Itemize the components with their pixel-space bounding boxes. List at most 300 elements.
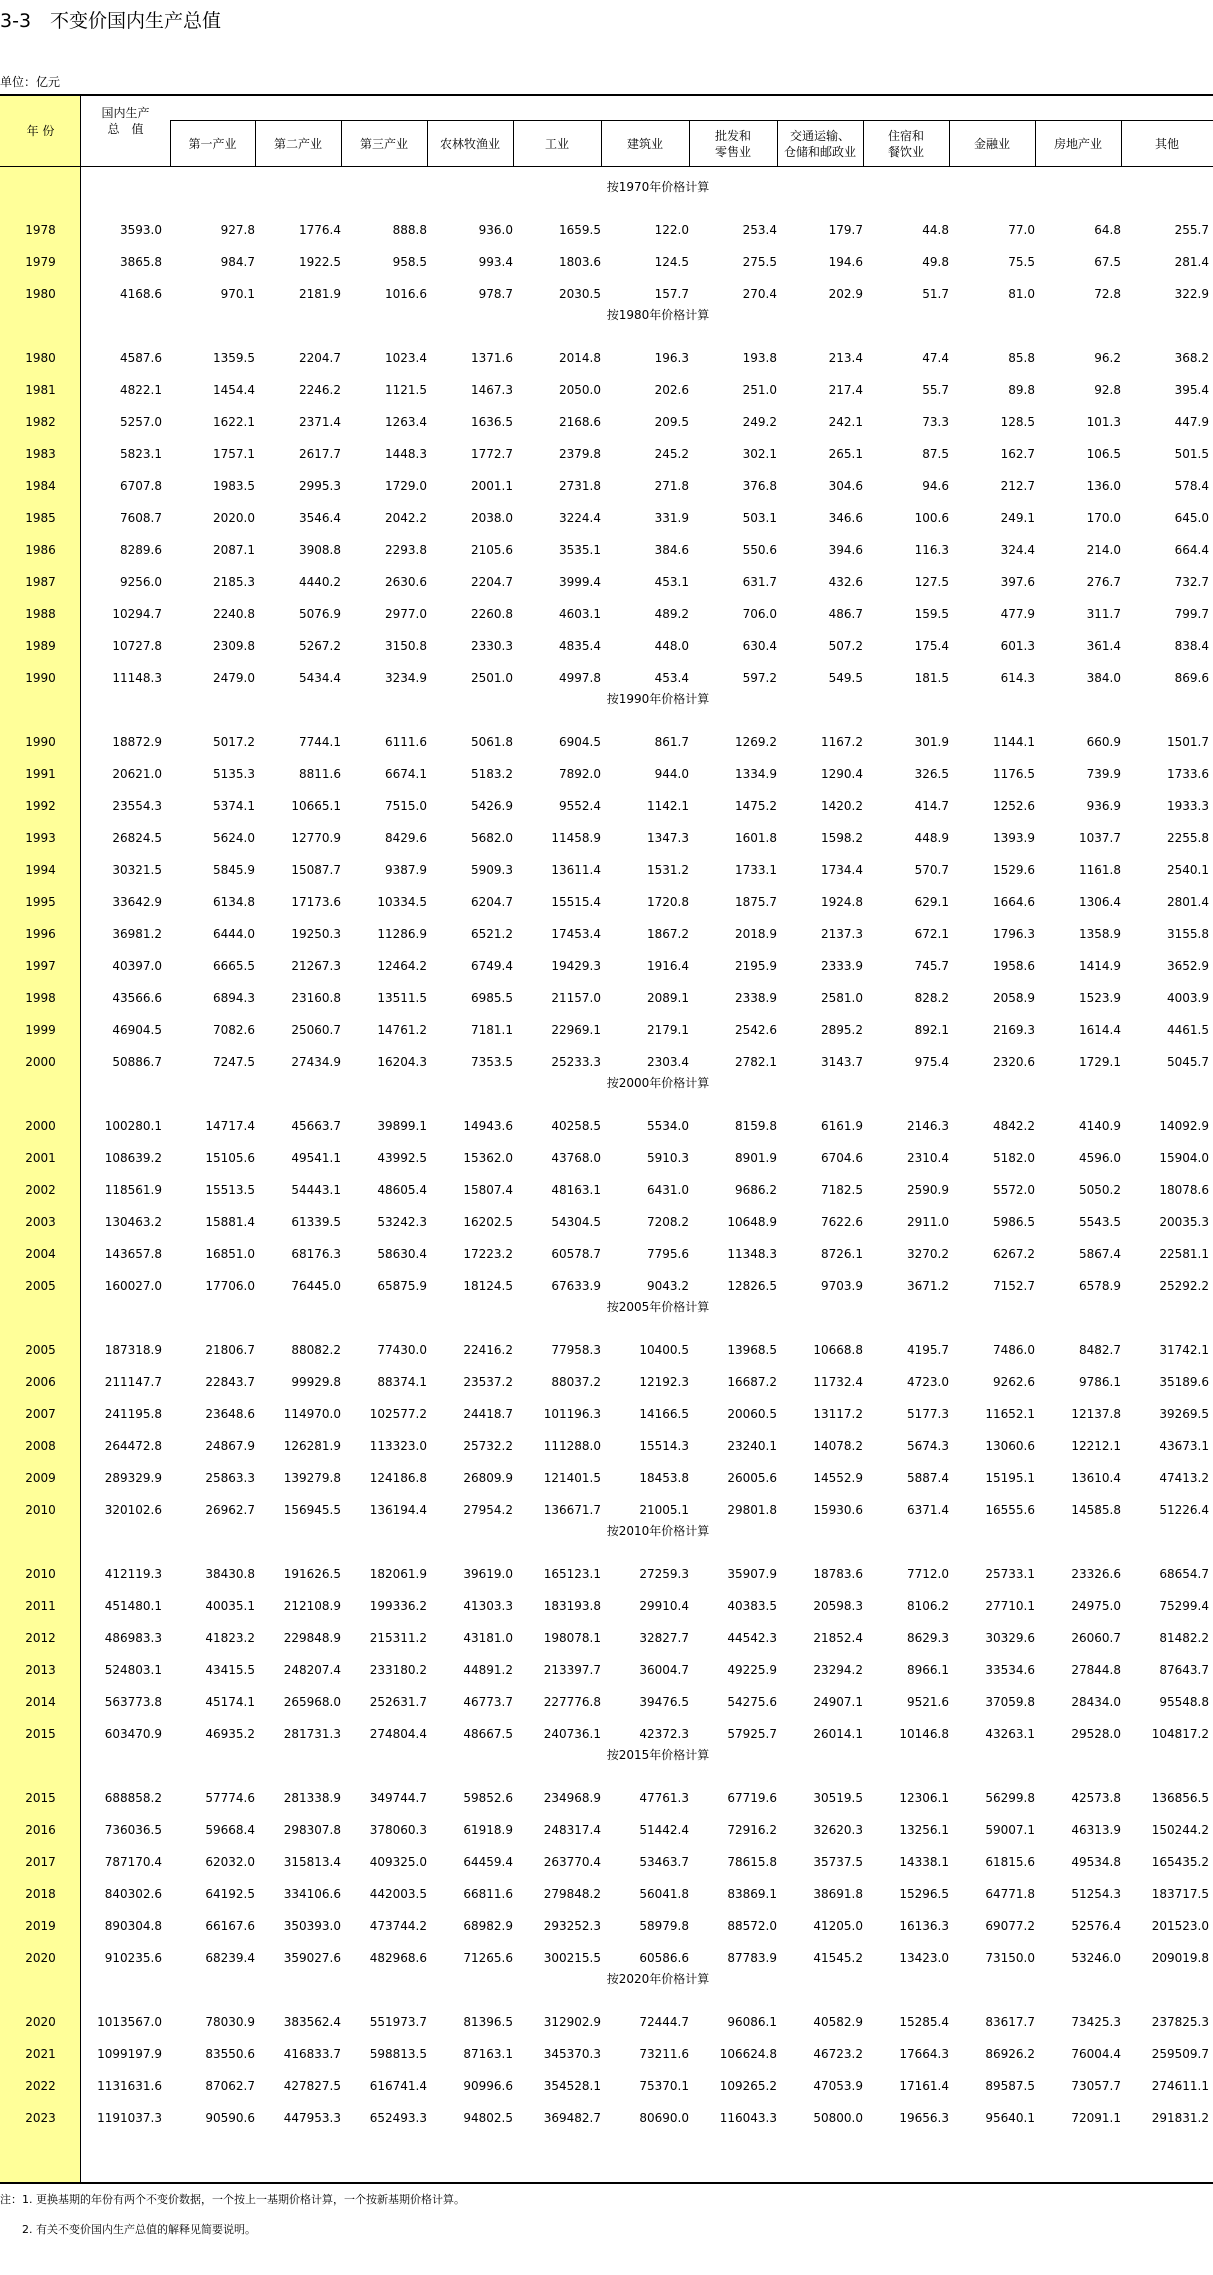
header-divider [863,121,864,166]
cell-value: 551973.7 [369,2015,427,2029]
cell-value: 227776.8 [543,1695,601,1709]
cell-value: 27434.9 [291,1055,341,1069]
cell-value: 43673.1 [1159,1439,1209,1453]
table-row [0,1686,1213,1718]
cell-value: 183717.5 [1151,1887,1209,1901]
cell-value: 601.3 [1000,639,1035,653]
row-year: 2003 [25,1215,56,1229]
cell-value: 10294.7 [112,607,162,621]
header-rule [170,120,1213,121]
cell-value: 486983.3 [104,1631,162,1645]
cell-value: 36004.7 [639,1663,689,1677]
cell-value: 33534.6 [985,1663,1035,1677]
cell-value: 215311.2 [369,1631,427,1645]
cell-value: 563773.8 [104,1695,162,1709]
cell-value: 7152.7 [993,1279,1035,1293]
cell-value: 25292.2 [1159,1279,1209,1293]
row-year: 1990 [25,735,56,749]
cell-value: 970.1 [220,287,255,301]
cell-value: 75370.1 [639,2079,689,2093]
cell-value: 104817.2 [1151,1727,1209,1741]
header-col-1: 第二产业 [273,136,322,151]
cell-value: 2169.3 [993,1023,1035,1037]
cell-value: 6371.4 [907,1503,949,1517]
cell-value: 6665.5 [213,959,255,973]
cell-value: 47761.3 [639,1791,689,1805]
cell-value: 50800.0 [813,2111,863,2125]
cell-value: 4822.1 [120,383,162,397]
cell-value: 65875.9 [377,1279,427,1293]
header-gdp: 国内生产 总 值 [101,106,150,136]
cell-value: 5624.0 [213,831,255,845]
header-col-6: 批发和 零售业 [714,128,751,159]
cell-value: 12192.3 [639,1375,689,1389]
header-divider [255,121,256,166]
cell-value: 359027.6 [283,1951,341,1965]
cell-value: 6749.4 [471,959,513,973]
row-year: 1980 [25,287,56,301]
cell-value: 213.4 [828,351,863,365]
cell-value: 39619.0 [463,1567,513,1581]
cell-value: 888.8 [392,223,427,237]
cell-value: 652493.3 [369,2111,427,2125]
table-row [0,950,1213,982]
cell-value: 993.4 [478,255,513,269]
cell-value: 25060.7 [291,1023,341,1037]
cell-value: 27844.8 [1071,1663,1121,1677]
cell-value: 73.3 [922,415,949,429]
cell-value: 936.0 [478,223,513,237]
cell-value: 108639.2 [104,1151,162,1165]
cell-value: 787170.4 [104,1855,162,1869]
cell-value: 320102.6 [104,1503,162,1517]
cell-value: 1013567.0 [97,2015,162,2029]
cell-value: 61339.5 [291,1215,341,1229]
cell-value: 26809.9 [463,1471,513,1485]
cell-value: 2379.8 [559,447,601,461]
cell-value: 10146.8 [899,1727,949,1741]
cell-value: 958.5 [392,255,427,269]
cell-value: 60578.7 [551,1247,601,1261]
cell-value: 6161.9 [821,1119,863,1133]
cell-value: 9262.6 [993,1375,1035,1389]
cell-value: 448.0 [654,639,689,653]
row-year: 1999 [25,1023,56,1037]
cell-value: 1614.4 [1079,1023,1121,1037]
row-year: 2013 [25,1663,56,1677]
cell-value: 136671.7 [543,1503,601,1517]
row-year: 2001 [25,1151,56,1165]
cell-value: 840302.6 [104,1887,162,1901]
cell-value: 265968.0 [283,1695,341,1709]
row-year: 2008 [25,1439,56,1453]
cell-value: 242.1 [828,415,863,429]
cell-value: 18872.9 [112,735,162,749]
cell-value: 263770.4 [543,1855,601,1869]
row-year: 2010 [25,1567,56,1581]
cell-value: 2137.3 [821,927,863,941]
cell-value: 2195.9 [735,959,777,973]
row-year: 2000 [25,1055,56,1069]
cell-value: 32827.7 [639,1631,689,1645]
cell-value: 20621.0 [112,767,162,781]
cell-value: 68239.4 [205,1951,255,1965]
cell-value: 5682.0 [471,831,513,845]
cell-value: 14585.8 [1071,1503,1121,1517]
cell-value: 26060.7 [1071,1631,1121,1645]
cell-value: 162.7 [1000,447,1035,461]
cell-value: 26005.6 [727,1471,777,1485]
cell-value: 191626.5 [283,1567,341,1581]
cell-value: 7744.1 [299,735,341,749]
table-row [0,1846,1213,1878]
cell-value: 39899.1 [377,1119,427,1133]
cell-value: 16687.2 [727,1375,777,1389]
cell-value: 448.9 [914,831,949,845]
cell-value: 99929.8 [291,1375,341,1389]
cell-value: 66167.6 [205,1919,255,1933]
cell-value: 1916.4 [647,959,689,973]
cell-value: 376.8 [742,479,777,493]
cell-value: 265.1 [828,447,863,461]
cell-value: 20598.3 [813,1599,863,1613]
row-year: 1993 [25,831,56,845]
cell-value: 72091.1 [1071,2111,1121,2125]
cell-value: 745.7 [914,959,949,973]
cell-value: 67719.6 [727,1791,777,1805]
cell-value: 14338.1 [899,1855,949,1869]
cell-value: 2181.9 [299,287,341,301]
cell-value: 43566.6 [112,991,162,1005]
table-row [0,822,1213,854]
cell-value: 43992.5 [377,1151,427,1165]
cell-value: 5909.3 [471,863,513,877]
cell-value: 8159.8 [735,1119,777,1133]
cell-value: 7486.0 [993,1343,1035,1357]
cell-value: 86926.2 [985,2047,1035,2061]
cell-value: 4195.7 [907,1343,949,1357]
cell-value: 2782.1 [735,1055,777,1069]
cell-value: 23240.1 [727,1439,777,1453]
cell-value: 212108.9 [283,1599,341,1613]
cell-value: 1664.6 [993,895,1035,909]
cell-value: 88082.2 [291,1343,341,1357]
cell-value: 76004.4 [1071,2047,1121,2061]
cell-value: 54443.1 [291,1183,341,1197]
header-divider [949,121,950,166]
cell-value: 5845.9 [213,863,255,877]
row-year: 1990 [25,671,56,685]
cell-value: 43768.0 [551,1151,601,1165]
cell-value: 1263.4 [385,415,427,429]
table-row [0,1782,1213,1814]
row-year: 1986 [25,543,56,557]
cell-value: 90996.6 [463,2079,513,2093]
cell-value: 270.4 [742,287,777,301]
cell-value: 66811.6 [463,1887,513,1901]
header-col-8: 住宿和 餐饮业 [887,128,924,159]
cell-value: 245.2 [654,447,689,461]
cell-value: 2018.9 [735,927,777,941]
cell-value: 2630.6 [385,575,427,589]
cell-value: 12826.5 [727,1279,777,1293]
header-col-5: 建筑业 [626,136,663,151]
cell-value: 2995.3 [299,479,341,493]
cell-value: 6578.9 [1079,1279,1121,1293]
cell-value: 298307.8 [283,1823,341,1837]
cell-value: 2338.9 [735,991,777,1005]
cell-value: 43263.1 [985,1727,1035,1741]
cell-value: 6707.8 [120,479,162,493]
cell-value: 672.1 [914,927,949,941]
cell-value: 2089.1 [647,991,689,1005]
cell-value: 412119.3 [104,1567,162,1581]
table-row [0,2038,1213,2070]
cell-value: 5267.2 [299,639,341,653]
cell-value: 48605.4 [377,1183,427,1197]
cell-value: 322.9 [1174,287,1209,301]
row-year: 1995 [25,895,56,909]
cell-value: 81.0 [1008,287,1035,301]
cell-value: 453.1 [654,575,689,589]
cell-value: 7622.6 [821,1215,863,1229]
cell-value: 6704.6 [821,1151,863,1165]
cell-value: 1023.4 [385,351,427,365]
cell-value: 1358.9 [1079,927,1121,941]
cell-value: 106624.8 [719,2047,777,2061]
cell-value: 49534.8 [1071,1855,1121,1869]
cell-value: 128.5 [1000,415,1035,429]
section-caption: 按1980年价格计算 [606,308,710,322]
cell-value: 838.4 [1174,639,1209,653]
cell-value: 27259.3 [639,1567,689,1581]
row-year: 2005 [25,1343,56,1357]
cell-value: 3908.8 [299,543,341,557]
table-row [0,1238,1213,1270]
cell-value: 17706.0 [205,1279,255,1293]
cell-value: 40582.9 [813,2015,863,2029]
cell-value: 106.5 [1086,447,1121,461]
cell-value: 706.0 [742,607,777,621]
cell-value: 24975.0 [1071,1599,1121,1613]
cell-value: 397.6 [1000,575,1035,589]
cell-value: 416833.7 [283,2047,341,2061]
table-row [0,1462,1213,1494]
row-year: 1992 [25,799,56,813]
cell-value: 118561.9 [104,1183,162,1197]
cell-value: 324.4 [1000,543,1035,557]
table-row [0,1142,1213,1174]
cell-value: 59852.6 [463,1791,513,1805]
cell-value: 2185.3 [213,575,255,589]
cell-value: 229848.9 [283,1631,341,1645]
cell-value: 936.9 [1086,799,1121,813]
cell-value: 15904.0 [1159,1151,1209,1165]
footnote-2: 2. 有关不变价国内生产总值的解释见简要说明。 [0,2223,256,2236]
cell-value: 25733.1 [985,1567,1035,1581]
cell-value: 7181.1 [471,1023,513,1037]
cell-value: 72444.7 [639,2015,689,2029]
cell-value: 77430.0 [377,1343,427,1357]
cell-value: 1875.7 [735,895,777,909]
cell-value: 2293.8 [385,543,427,557]
cell-value: 21157.0 [551,991,601,1005]
cell-value: 15285.4 [899,2015,949,2029]
footnotes [0,2185,465,2245]
cell-value: 10668.8 [813,1343,863,1357]
cell-value: 1414.9 [1079,959,1121,973]
table-row [0,502,1213,534]
cell-value: 1636.5 [471,415,513,429]
table-row [0,726,1213,758]
cell-value: 53246.0 [1071,1951,1121,1965]
cell-value: 12306.1 [899,1791,949,1805]
cell-value: 8811.6 [299,767,341,781]
cell-value: 51.7 [922,287,949,301]
cell-value: 17223.2 [463,1247,513,1261]
cell-value: 13423.0 [899,1951,949,1965]
cell-value: 2479.0 [213,671,255,685]
cell-value: 253.4 [742,223,777,237]
cell-value: 21806.7 [205,1343,255,1357]
cell-value: 90590.6 [205,2111,255,2125]
page-title: 3-3 不变价国内生产总值 [0,10,222,32]
cell-value: 24907.1 [813,1695,863,1709]
cell-value: 1252.6 [993,799,1035,813]
cell-value: 550.6 [742,543,777,557]
cell-value: 32620.3 [813,1823,863,1837]
cell-value: 2260.8 [471,607,513,621]
table-row [0,1622,1213,1654]
cell-value: 6904.5 [559,735,601,749]
cell-value: 7353.5 [471,1055,513,1069]
cell-value: 92.8 [1094,383,1121,397]
cell-value: 55.7 [922,383,949,397]
cell-value: 1772.7 [471,447,513,461]
cell-value: 136194.4 [369,1503,427,1517]
cell-value: 57925.7 [727,1727,777,1741]
cell-value: 240736.1 [543,1727,601,1741]
cell-value: 71265.6 [463,1951,513,1965]
cell-value: 432.6 [828,575,863,589]
row-year: 2015 [25,1727,56,1741]
cell-value: 46723.2 [813,2047,863,2061]
cell-value: 1016.6 [385,287,427,301]
cell-value: 1729.0 [385,479,427,493]
header-col-3: 农林牧渔业 [439,136,500,151]
cell-value: 1161.8 [1079,863,1121,877]
row-year: 2014 [25,1695,56,1709]
row-year: 2000 [25,1119,56,1133]
cell-value: 42372.3 [639,1727,689,1741]
cell-value: 233180.2 [369,1663,427,1677]
cell-value: 6134.8 [213,895,255,909]
cell-value: 100280.1 [104,1119,162,1133]
cell-value: 251.0 [742,383,777,397]
cell-value: 1176.5 [993,767,1035,781]
cell-value: 255.7 [1174,223,1209,237]
cell-value: 17161.4 [899,2079,949,2093]
cell-value: 2581.0 [821,991,863,1005]
cell-value: 281338.9 [283,1791,341,1805]
header-col-9: 金融业 [973,136,1010,151]
cell-value: 87062.7 [205,2079,255,2093]
cell-value: 1037.7 [1079,831,1121,845]
cell-value: 41205.0 [813,1919,863,1933]
cell-value: 1529.6 [993,863,1035,877]
cell-value: 1142.1 [647,799,689,813]
cell-value: 12137.8 [1071,1407,1121,1421]
header-divider [601,121,602,166]
cell-value: 15195.1 [985,1471,1035,1485]
cell-value: 193.8 [742,351,777,365]
cell-value: 2020.0 [213,511,255,525]
cell-value: 1720.8 [647,895,689,909]
header-divider [1121,121,1122,166]
table-row [0,630,1213,662]
cell-value: 60586.6 [639,1951,689,1965]
cell-value: 5061.8 [471,735,513,749]
cell-value: 8429.6 [385,831,427,845]
cell-value: 15930.6 [813,1503,863,1517]
footnote-1: 注：1. 更换基期的年份有两个不变价数据，一个按上一基期价格计算，一个按新基期价格计算。 [0,2193,465,2206]
cell-value: 6267.2 [993,1247,1035,1261]
cell-value: 2038.0 [471,511,513,525]
cell-value: 978.7 [478,287,513,301]
cell-value: 1523.9 [1079,991,1121,1005]
cell-value: 194.6 [828,255,863,269]
cell-value: 301.9 [914,735,949,749]
cell-value: 43181.0 [463,1631,513,1645]
cell-value: 109265.2 [719,2079,777,2093]
cell-value: 1448.3 [385,447,427,461]
cell-value: 616741.4 [369,2079,427,2093]
cell-value: 51226.4 [1159,1503,1209,1517]
cell-value: 3671.2 [907,1279,949,1293]
cell-value: 10665.1 [291,799,341,813]
cell-value: 7712.0 [907,1567,949,1581]
cell-value: 11732.4 [813,1375,863,1389]
header-divider [341,121,342,166]
table-row [0,758,1213,790]
cell-value: 300215.5 [543,1951,601,1965]
cell-value: 629.1 [914,895,949,909]
cell-value: 1796.3 [993,927,1035,941]
cell-value: 94.6 [922,479,949,493]
cell-value: 1420.2 [821,799,863,813]
cell-value: 58979.8 [639,1919,689,1933]
cell-value: 15881.4 [205,1215,255,1229]
table-row [0,1110,1213,1142]
cell-value: 8289.6 [120,543,162,557]
cell-value: 35907.9 [727,1567,777,1581]
cell-value: 121401.5 [543,1471,601,1485]
cell-value: 451480.1 [104,1599,162,1613]
cell-value: 5076.9 [299,607,341,621]
cell-value: 486.7 [828,607,863,621]
cell-value: 42573.8 [1071,1791,1121,1805]
cell-value: 597.2 [742,671,777,685]
cell-value: 4603.1 [559,607,601,621]
cell-value: 2731.8 [559,479,601,493]
cell-value: 18783.6 [813,1567,863,1581]
cell-value: 2030.5 [559,287,601,301]
cell-value: 29801.8 [727,1503,777,1517]
cell-value: 15087.7 [291,863,341,877]
cell-value: 9521.6 [907,1695,949,1709]
cell-value: 4723.0 [907,1375,949,1389]
cell-value: 23648.6 [205,1407,255,1421]
